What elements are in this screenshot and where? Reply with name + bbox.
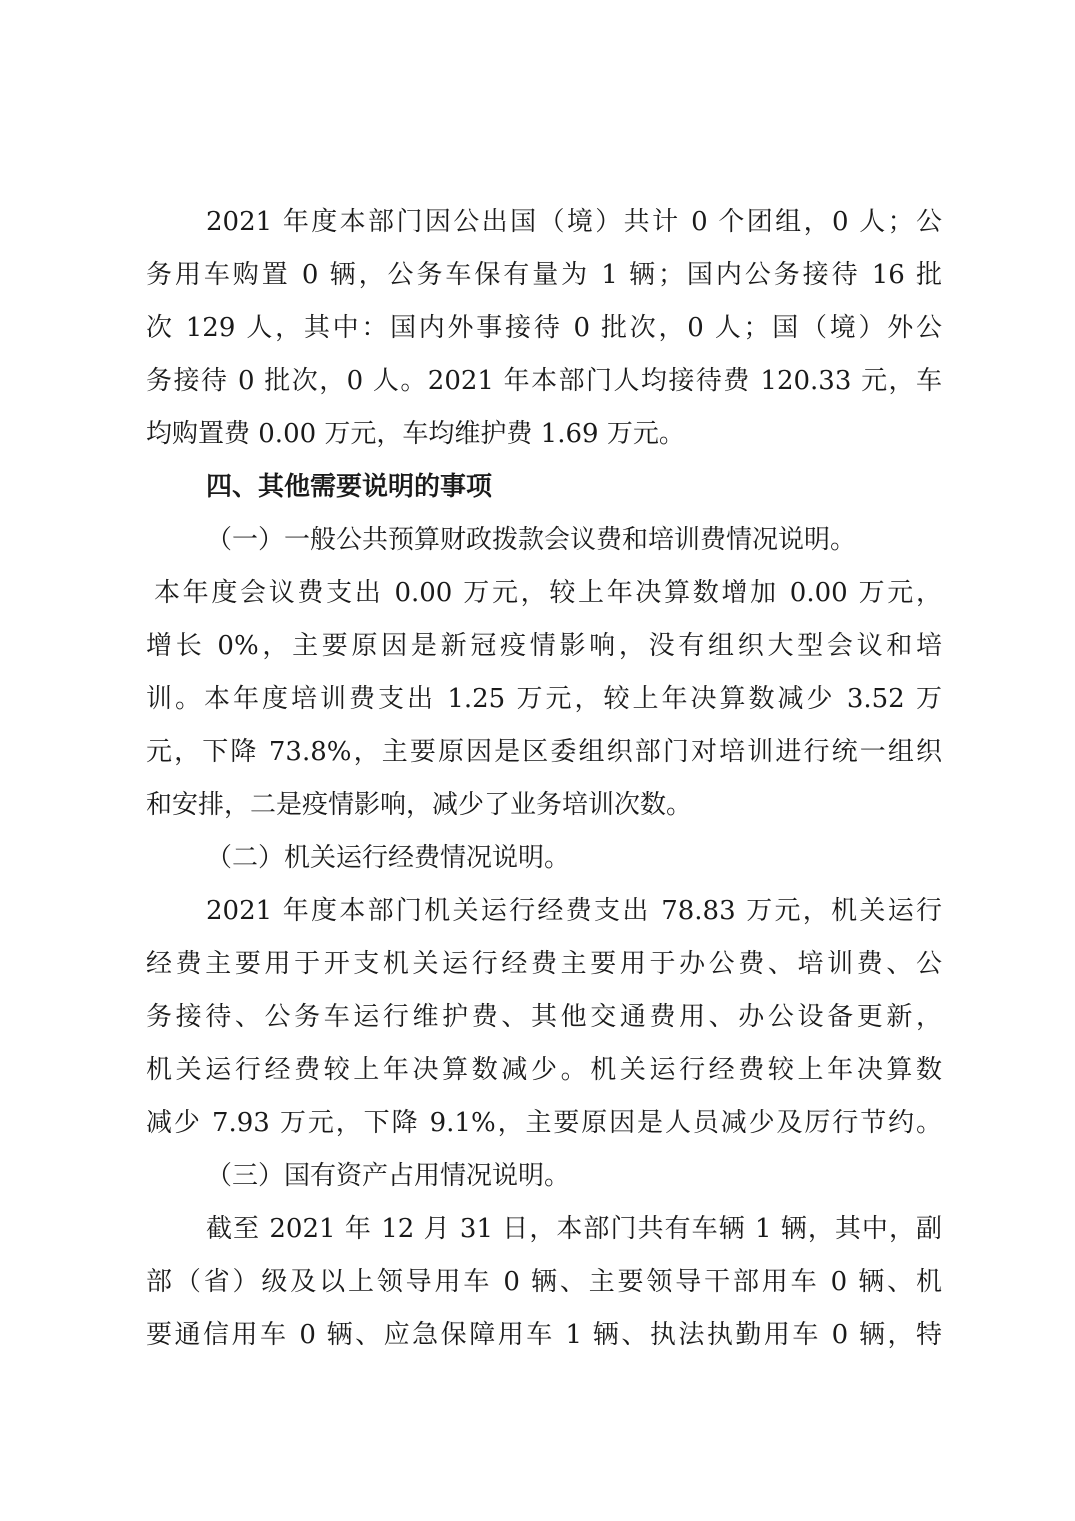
text-line: 减少 7.93 万元，下降 9.1%，主要原因是人员减少及厉行节约。 (146, 1108, 942, 1138)
text-line: 增长 0%，主要原因是新冠疫情影响，没有组织大型会议和培 (146, 631, 942, 661)
text-line: 次 129 人，其中：国内外事接待 0 批次，0 人；国（境）外公 (146, 313, 942, 343)
text-line: 本年度会议费支出 0.00 万元，较上年决算数增加 0.00 万元， (154, 578, 942, 608)
subsection-heading: （二）机关运行经费情况说明。 (206, 843, 571, 873)
text-line: 务接待 0 批次，0 人。2021 年本部门人均接待费 120.33 元，车 (146, 366, 942, 396)
text-line: 部（省）级及以上领导用车 0 辆、主要领导干部用车 0 辆、机 (146, 1267, 942, 1297)
text-line: 机关运行经费较上年决算数减少。机关运行经费较上年决算数 (146, 1055, 942, 1085)
text-line: 要通信用车 0 辆、应急保障用车 1 辆、执法执勤用车 0 辆，特 (146, 1320, 942, 1350)
text-line: 训。本年度培训费支出 1.25 万元，较上年决算数减少 3.52 万 (146, 684, 942, 714)
subsection-heading: （三）国有资产占用情况说明。 (206, 1161, 571, 1191)
subsection-heading: （一）一般公共预算财政拨款会议费和培训费情况说明。 (206, 525, 857, 555)
text-line: 均购置费 0.00 万元，车均维护费 1.69 万元。 (146, 419, 685, 449)
text-line: 2021 年度本部门机关运行经费支出 78.83 万元，机关运行 (206, 896, 942, 926)
text-line: 务用车购置 0 辆，公务车保有量为 1 辆；国内公务接待 16 批 (146, 260, 942, 290)
text-line: 元，下降 73.8%，主要原因是区委组织部门对培训进行统一组织 (146, 737, 942, 767)
text-line: 务接待、公务车运行维护费、其他交通费用、办公设备更新， (146, 1002, 942, 1032)
text-line: 2021 年度本部门因公出国（境）共计 0 个团组，0 人；公 (206, 207, 942, 237)
document-page (146, 196, 942, 1362)
text-line: 和安排，二是疫情影响，减少了业务培训次数。 (146, 790, 693, 820)
text-line: 经费主要用于开支机关运行经费主要用于办公费、培训费、公 (146, 949, 942, 979)
section-heading: 四、其他需要说明的事项 (206, 472, 493, 502)
text-line: 截至 2021 年 12 月 31 日，本部门共有车辆 1 辆，其中，副 (206, 1214, 942, 1244)
